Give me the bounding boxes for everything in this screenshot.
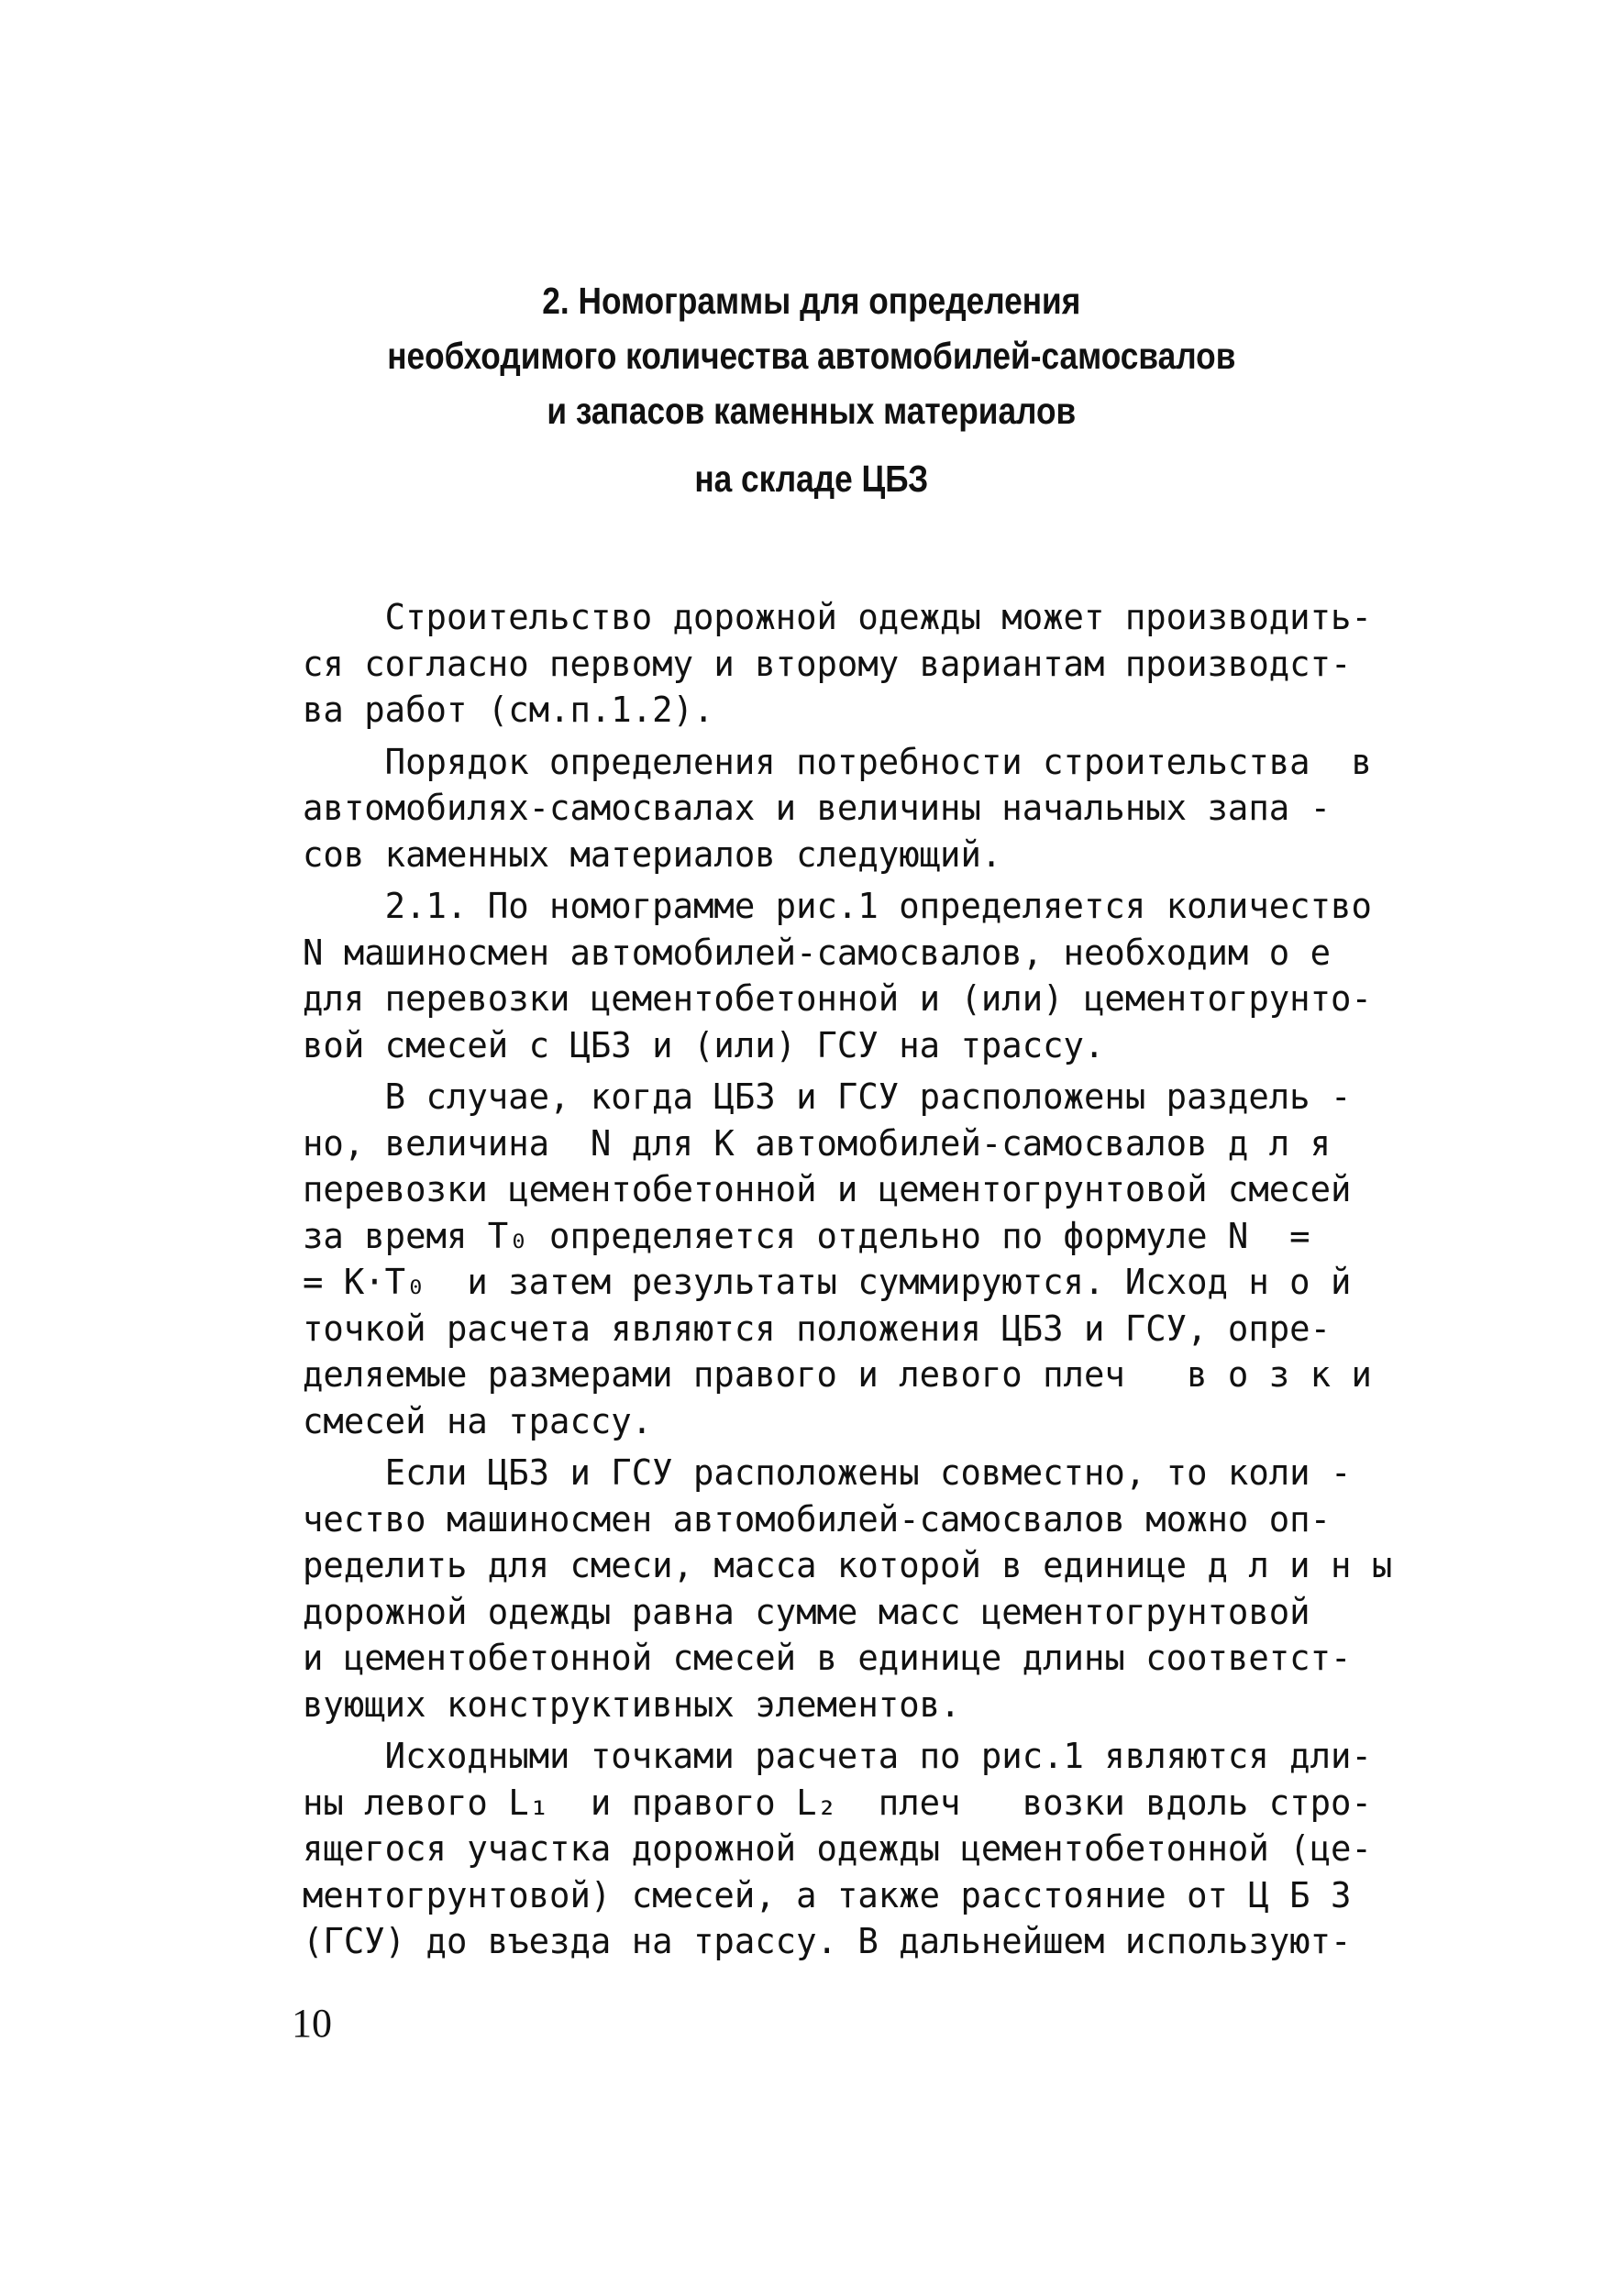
text-line: ны левого L₁ и правого L₂ плеч возки вдоль стро-: [303, 1782, 1372, 1823]
section-heading: [275, 273, 1348, 506]
text-line: Если ЦБЗ и ГСУ расположены совместно, то коли -: [303, 1452, 1352, 1493]
text-line: перевозки цементобетонной и цементогрунтовой смесей: [303, 1169, 1352, 1209]
heading-line: и запасов каменных материалов: [547, 390, 1077, 432]
text-line: чество машиносмен автомобилей-самосвалов можно оп-: [303, 1498, 1332, 1540]
text-line: = K·T₀ и затем результаты суммируются. Исход н о й: [303, 1262, 1352, 1302]
text-line: (ГСУ) до въезда на трассу. В дальнейшем используют-: [303, 1921, 1352, 1961]
text-line: Порядок определения потребности строительства в: [303, 741, 1372, 782]
paragraph: [303, 739, 1471, 878]
text-line: ределить для смеси, масса которой в единице д л и н ы: [303, 1545, 1393, 1585]
text-line: смесей на трассу.: [303, 1400, 653, 1441]
text-line: дорожной одежды равна сумме масс цементогрунтовой: [303, 1591, 1310, 1632]
text-line: для перевозки цементобетонной и (или) цементогрунто-: [303, 978, 1372, 1019]
text-line: сов каменных материалов следующий.: [303, 833, 1002, 875]
text-line: ва работ (см.п.1.2).: [303, 690, 714, 730]
paragraph: [303, 1450, 1471, 1728]
text-line: В случае, когда ЦБЗ и ГСУ расположены раздель -: [303, 1076, 1352, 1117]
text-line: вующих конструктивных элементов.: [303, 1683, 961, 1725]
text-line: 2.1. По номограмме рис.1 определяется количество: [303, 886, 1372, 926]
paragraph: [303, 883, 1471, 1068]
text-line: N машиносмен автомобилей-самосвалов, необходим о е: [303, 932, 1332, 973]
body-text: [303, 594, 1471, 1970]
text-line: и цементобетонной смесей в единице длины соответст-: [303, 1638, 1352, 1678]
text-line: ментогрунтовой) смесей, а также расстояние от Ц Б З: [303, 1874, 1352, 1915]
text-line: автомобилях-самосвалах и величины начальных запа -: [303, 788, 1332, 828]
heading-line: 2. Номограммы для определения: [542, 280, 1081, 322]
heading-line: на складе ЦБЗ: [694, 458, 929, 500]
text-line: ящегося участка дорожной одежды цементобетонной (це-: [303, 1828, 1372, 1869]
paragraph: [303, 1733, 1471, 1965]
text-line: но, величина N для K автомобилей-самосвалов д л я: [303, 1122, 1332, 1164]
text-line: Исходными точками расчета по рис.1 являются дли-: [303, 1736, 1372, 1776]
text-line: точкой расчета являются положения ЦБЗ и ГСУ, опре-: [303, 1308, 1332, 1349]
text-line: ся согласно первому и второму вариантам производст-: [303, 643, 1352, 684]
text-line: Строительство дорожной одежды может производить-: [303, 597, 1372, 637]
paragraph: [303, 1074, 1471, 1444]
text-line: деляемые размерами правого и левого плеч в о з к и: [303, 1354, 1372, 1395]
heading-line: необходимого количества автомобилей-самосвалов: [387, 335, 1236, 377]
page-number: 10: [292, 2001, 332, 2046]
paragraph: [303, 594, 1471, 734]
text-line: вой смесей с ЦБЗ и (или) ГСУ на трассу.: [303, 1024, 1105, 1065]
text-line: за время T₀ определяется отдельно по формуле N =: [303, 1215, 1310, 1256]
